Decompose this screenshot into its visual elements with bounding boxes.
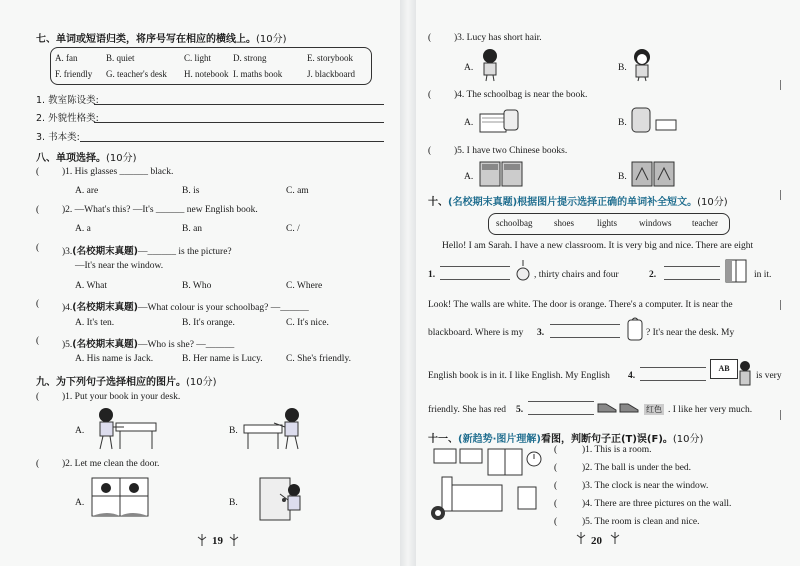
question-9-2: )2. Let me clean the door. — [62, 459, 160, 469]
option: A. a — [75, 224, 91, 234]
answer-line[interactable] — [80, 141, 384, 142]
option-a-label: A. — [464, 63, 474, 73]
option: C. / — [286, 224, 300, 234]
two-books-picture-b[interactable] — [630, 160, 676, 188]
schoolbag-book-picture-a[interactable] — [478, 106, 522, 134]
short-hair-girl-picture-a[interactable] — [478, 48, 502, 82]
answer-paren[interactable]: ( — [428, 33, 432, 43]
word-option: shoes — [554, 218, 574, 228]
section-7-title: 七、单词或短语归类，将序号写在相应的横线上。(10分) — [36, 34, 287, 45]
word-option: D. strong — [233, 53, 267, 63]
option-a-label: A. — [464, 172, 474, 182]
word-option: H. notebook — [184, 69, 229, 79]
question-8-2: )2. —What's this? —It's ______ new English book. — [62, 205, 258, 215]
answer-paren[interactable]: ( — [428, 90, 432, 100]
margin-mark — [780, 190, 787, 200]
answer-paren[interactable]: ( — [554, 517, 558, 527]
schoolbag-book-picture-b[interactable] — [630, 106, 678, 134]
question-8-5: )5.(名校期末真题)—Who is she? —______ — [62, 339, 235, 350]
answer-paren[interactable]: ( — [36, 243, 40, 253]
word-option: C. light — [184, 53, 212, 63]
option-b-label: B. — [618, 172, 627, 182]
margin-mark — [780, 80, 787, 90]
passage-line: Hello! I am Sarah. I have a new classroom. It is very big and nice. There are eight — [442, 241, 754, 251]
tf-item: )4. There are three pictures on the wall. — [582, 499, 732, 509]
question-9-1: )1. Put your book in your desk. — [62, 392, 181, 402]
door-cleaning-picture[interactable] — [242, 476, 308, 522]
answer-paren[interactable]: ( — [36, 336, 40, 346]
question-8-1: )1. His glasses ______ black. — [62, 167, 174, 177]
option-b-label: B. — [618, 63, 627, 73]
option-a-label: A. — [75, 426, 85, 436]
category-label: 3. 书本类: — [36, 132, 80, 143]
option-a-label: A. — [464, 118, 474, 128]
word-bank-box — [488, 213, 730, 235]
window-icon — [724, 258, 748, 284]
boy-desk-picture-b[interactable] — [242, 405, 314, 451]
blank-1-line[interactable] — [440, 266, 510, 267]
page-fold — [400, 0, 416, 566]
page-ornament-icon — [609, 530, 621, 546]
answer-paren[interactable]: ( — [36, 167, 40, 177]
answer-paren[interactable]: ( — [36, 299, 40, 309]
option-b-label: B. — [229, 498, 238, 508]
question-9-3: )3. Lucy has short hair. — [454, 33, 542, 43]
passage-line: . I like her very much. — [668, 405, 753, 415]
passage-line: ? It's near the desk. My — [646, 328, 735, 338]
question-8-3-line2: —It's near the window. — [75, 261, 164, 271]
category-label: 2. 外貌性格类: — [36, 113, 99, 124]
blank-2-line[interactable] — [664, 266, 720, 267]
bedroom-picture — [428, 447, 546, 523]
blank-4-line[interactable] — [640, 380, 706, 381]
blank-5-line[interactable] — [528, 401, 594, 402]
tf-item: )1. This is a room. — [582, 445, 652, 455]
blank-number: 3. — [537, 328, 545, 338]
answer-paren[interactable]: ( — [428, 146, 432, 156]
option: C. Where — [286, 281, 323, 291]
blank-5-line[interactable] — [528, 414, 594, 415]
passage-line: in it. — [754, 270, 772, 280]
blank-number: 1. — [428, 270, 436, 280]
option: C. am — [286, 186, 309, 196]
answer-paren[interactable]: ( — [36, 459, 40, 469]
option-b-label: B. — [618, 118, 627, 128]
tf-item: )5. The room is clean and nice. — [582, 517, 700, 527]
passage-line: is very — [756, 371, 782, 381]
option: A. What — [75, 281, 108, 291]
page-ornament-icon — [228, 532, 240, 548]
option: A. It's ten. — [75, 318, 115, 328]
two-books-picture-a[interactable] — [478, 160, 524, 188]
word-option: schoolbag — [496, 218, 533, 228]
option: C. It's nice. — [286, 318, 329, 328]
answer-paren[interactable]: ( — [554, 445, 558, 455]
option: B. Her name is Lucy. — [182, 354, 263, 364]
blank-number: 4. — [628, 371, 636, 381]
tf-item: )2. The ball is under the bed. — [582, 463, 692, 473]
answer-paren[interactable]: ( — [36, 392, 40, 402]
answer-line[interactable] — [94, 122, 384, 123]
section-9-title: 九、为下列句子选择相应的图片。(10分) — [36, 377, 217, 388]
option-b-label: B. — [229, 426, 238, 436]
word-option: B. quiet — [106, 53, 135, 63]
passage-line: , thirty chairs and four — [534, 270, 619, 280]
word-bank-box — [50, 47, 372, 85]
option: B. is — [182, 186, 200, 196]
section-10-title: 十、(名校期末真题)根据图片提示选择正确的单词补全短文。(10分) — [428, 197, 728, 208]
margin-mark — [780, 410, 787, 420]
page-ornament-icon — [196, 532, 208, 548]
blank-3-line[interactable] — [550, 337, 620, 338]
page-19 — [30, 0, 400, 566]
blank-number: 2. — [649, 270, 657, 280]
question-9-5: )5. I have two Chinese books. — [454, 146, 568, 156]
section-8-title: 八、单项选择。(10分) — [36, 153, 137, 164]
page-ornament-icon — [575, 530, 587, 546]
answer-paren[interactable]: ( — [554, 499, 558, 509]
boy-desk-picture-a[interactable] — [88, 405, 160, 451]
option: A. His name is Jack. — [75, 354, 154, 364]
passage-line: blackboard. Where is my — [428, 328, 524, 338]
page-20 — [420, 0, 790, 566]
question-9-4: )4. The schoolbag is near the book. — [454, 90, 588, 100]
schoolbag-icon — [626, 316, 644, 342]
word-option: windows — [639, 218, 672, 228]
light-bulb-icon — [516, 260, 530, 284]
option: B. It's orange. — [182, 318, 235, 328]
word-option: I. maths book — [233, 69, 283, 79]
margin-mark — [780, 300, 787, 310]
answer-paren[interactable]: ( — [36, 205, 40, 215]
word-option: J. blackboard — [307, 69, 355, 79]
passage-line: English book is in it. I like English. My English — [428, 371, 610, 381]
answer-paren[interactable]: ( — [554, 481, 558, 491]
word-option: F. friendly — [55, 69, 93, 79]
blank-2-line[interactable] — [664, 279, 720, 280]
section-11-title: 十一、(新趋势·图片理解)看图，判断句子正(T)误(F)。(10分) — [428, 434, 704, 445]
shoes-icon — [596, 398, 644, 416]
option: B. Who — [182, 281, 212, 291]
option-a-label: A. — [75, 498, 85, 508]
word-option: lights — [597, 218, 618, 228]
window-cleaning-picture[interactable] — [88, 476, 154, 522]
page-number: 20 — [591, 535, 602, 547]
option: A. are — [75, 186, 99, 196]
page-number: 19 — [212, 535, 223, 547]
option: C. She's friendly. — [286, 354, 351, 364]
passage-line: friendly. She has red — [428, 405, 506, 415]
word-option: G. teacher's desk — [106, 69, 167, 79]
option: B. an — [182, 224, 203, 234]
answer-line[interactable] — [94, 104, 384, 105]
question-8-3: )3.(名校期末真题)—______ is the picture? — [62, 246, 232, 257]
question-8-4: )4.(名校期末真题)—What colour is your schoolbag? —______ — [62, 302, 309, 313]
answer-paren[interactable]: ( — [554, 463, 558, 473]
blank-number: 5. — [516, 405, 524, 415]
blank-3-line[interactable] — [550, 324, 620, 325]
word-option: teacher — [692, 218, 718, 228]
girl-picture-b[interactable] — [630, 48, 654, 82]
word-option: E. storybook — [307, 53, 353, 63]
blank-1-line[interactable] — [440, 279, 510, 280]
tf-item: )3. The clock is near the window. — [582, 481, 709, 491]
blank-4-line[interactable] — [640, 367, 706, 368]
red-color-label: 红色 — [646, 405, 662, 414]
teacher-icon — [738, 360, 752, 388]
passage-line: Look! The walls are white. The door is orange. There's a computer. It is near the — [428, 300, 733, 310]
ab-board-icon: AB — [710, 359, 738, 379]
category-label: 1. 教室陈设类: — [36, 95, 99, 106]
word-option: A. fan — [55, 53, 78, 63]
